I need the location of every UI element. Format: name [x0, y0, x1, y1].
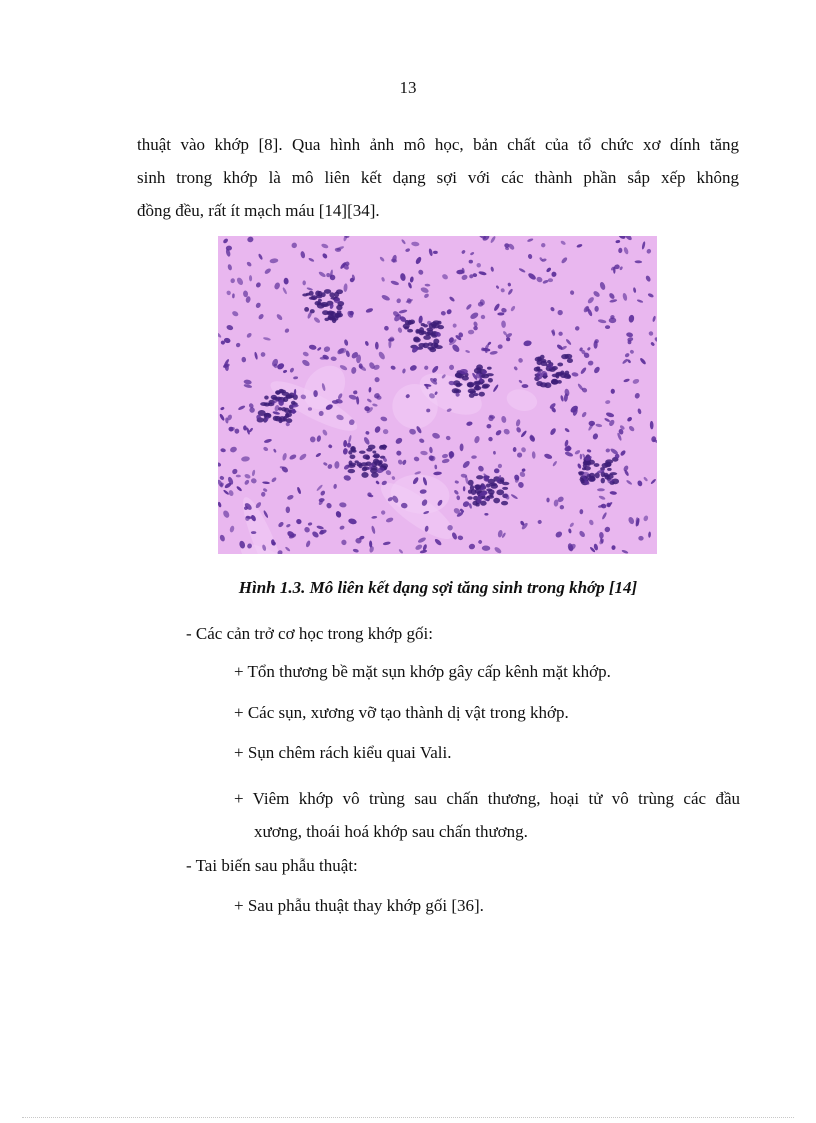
section-heading-complications: - Tai biến sau phẫu thuật:: [186, 856, 358, 875]
footer-divider: [22, 1117, 794, 1118]
section-heading-mechanical: - Các cản trở cơ học trong khớp gối:: [186, 624, 433, 643]
page-number: 13: [399, 78, 417, 97]
paragraph-line-1: thuật vào khớp [8]. Qua hình ảnh mô học, bản chất của tổ chức xơ dính tăng: [137, 135, 739, 154]
list-item-arthritis-line-2: xương, thoái hoá khớp sau chấn thương.: [254, 822, 528, 841]
figure-caption: Hình 1.3. Mô liên kết dạng sợi tăng sinh trong khớp [14]: [238, 578, 638, 597]
list-item-arthritis-line-1: + Viêm khớp vô trùng sau chấn thương, hoại tử vô trùng các đầu: [234, 789, 740, 808]
list-item-loose-bodies: + Các sụn, xương vỡ tạo thành dị vật trong khớp.: [234, 703, 569, 722]
list-item-bucket-handle-tear: + Sụn chêm rách kiểu quai Vali.: [234, 743, 452, 762]
list-item-cartilage-damage: + Tổn thương bề mặt sụn khớp gây cấp kênh mặt khớp.: [234, 662, 611, 681]
paragraph-line-2: sinh trong khớp là mô liên kết dạng sợi với các thành phần sắp xếp không: [137, 168, 739, 187]
list-item-arthritis: [234, 782, 740, 848]
histology-figure: [218, 236, 657, 554]
histology-image: [218, 236, 657, 554]
body-paragraph: [137, 128, 739, 227]
paragraph-line-3: đồng đều, rất ít mạch máu [14][34].: [137, 201, 380, 220]
list-item-knee-replacement: + Sau phẫu thuật thay khớp gối [36].: [234, 896, 484, 915]
